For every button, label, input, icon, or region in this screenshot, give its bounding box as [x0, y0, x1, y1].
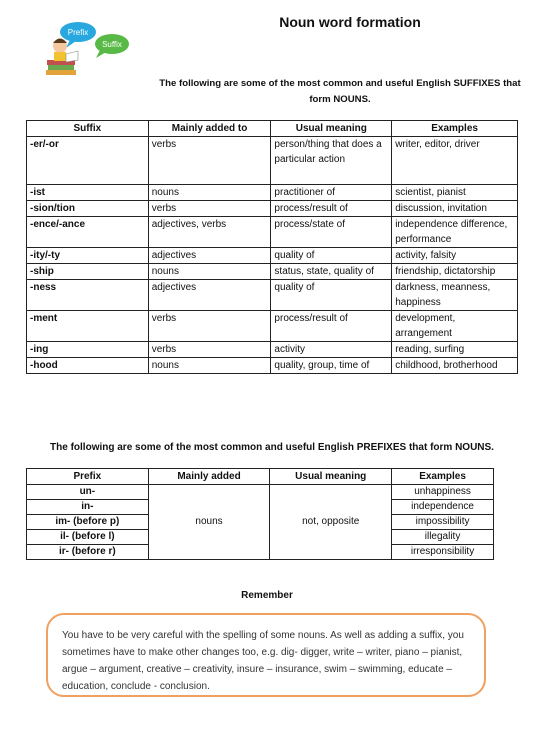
remember-note: You have to be very careful with the spelling of some nouns. As well as adding a suffix, you sometimes have to make other changes too, e.g. dig- digger, write – writer, piano – pianist, argue – argument, creative – creativity, insure – insurance, swim – swimming, educate – education, conclude - conclusion. — [46, 613, 486, 697]
prefix-table — [26, 468, 494, 560]
examples-cell: development, arrangement — [392, 311, 518, 342]
meaning-cell: process/state of — [271, 217, 392, 248]
column-header: Suffix — [27, 121, 149, 137]
meaning-cell: activity — [271, 342, 392, 358]
table-row — [27, 217, 518, 248]
meaning-cell: process/result of — [271, 201, 392, 217]
page-title: Noun word formation — [279, 14, 421, 30]
added-to-cell: nouns — [148, 358, 271, 374]
table-row — [27, 201, 518, 217]
added-to-cell: adjectives — [148, 248, 271, 264]
suffix-cell: -er/-or — [27, 137, 149, 185]
prefix-cell: in- — [27, 500, 149, 515]
suffix-cell: -ist — [27, 185, 149, 201]
prefix-cell: il- (before l) — [27, 530, 149, 545]
suffix-cell: -ness — [27, 280, 149, 311]
column-header: Examples — [392, 469, 494, 485]
added-to-cell: nouns — [148, 185, 271, 201]
suffix-cell: -ship — [27, 264, 149, 280]
added-to-cell: verbs — [148, 137, 271, 185]
table-row — [27, 311, 518, 342]
examples-cell: friendship, dictatorship — [392, 264, 518, 280]
table-header-row — [27, 121, 518, 137]
examples-cell: unhappiness — [392, 485, 494, 500]
added-to-cell: adjectives — [148, 280, 271, 311]
meaning-cell: quality, group, time of — [271, 358, 392, 374]
added-to-cell: nouns — [148, 264, 271, 280]
prefix-cell: ir- (before r) — [27, 545, 149, 560]
examples-cell: impossibility — [392, 515, 494, 530]
reading-child-illustration — [26, 18, 156, 80]
suffix-intro: The following are some of the most common and useful English SUFFIXES that form NOUNS. — [159, 78, 521, 105]
mainly-added-cell: nouns — [148, 485, 270, 560]
meaning-cell: status, state, quality of — [271, 264, 392, 280]
examples-cell: independence difference, performance — [392, 217, 518, 248]
examples-cell: darkness, meanness, happiness — [392, 280, 518, 311]
column-header: Usual meaning — [271, 121, 392, 137]
suffix-cell: -ence/-ance — [27, 217, 149, 248]
table-row — [27, 264, 518, 280]
table-row — [27, 185, 518, 201]
table-row — [27, 248, 518, 264]
meaning-cell: quality of — [271, 280, 392, 311]
column-header: Prefix — [27, 469, 149, 485]
usual-meaning-cell: not, opposite — [270, 485, 392, 560]
suffix-bubble — [95, 34, 129, 58]
meaning-cell: quality of — [271, 248, 392, 264]
examples-cell: scientist, pianist — [392, 185, 518, 201]
meaning-cell: person/thing that does a particular action — [271, 137, 392, 185]
suffix-table — [26, 120, 518, 374]
prefix-heading: The following are some of the most common and useful English PREFIXES that form NOUNS. — [50, 442, 494, 453]
suffix-cell: -ity/-ty — [27, 248, 149, 264]
examples-cell: childhood, brotherhood — [392, 358, 518, 374]
meaning-cell: practitioner of — [271, 185, 392, 201]
prefix-cell: un- — [27, 485, 149, 500]
examples-cell: writer, editor, driver — [392, 137, 518, 185]
prefix-cell: im- (before p) — [27, 515, 149, 530]
column-header: Examples — [392, 121, 518, 137]
suffix-cell: -ment — [27, 311, 149, 342]
table-row — [27, 485, 494, 500]
table-row — [27, 137, 518, 185]
examples-cell: irresponsibility — [392, 545, 494, 560]
table-row — [27, 342, 518, 358]
column-header: Mainly added to — [148, 121, 271, 137]
remember-title: Remember — [241, 590, 293, 601]
examples-cell: independence — [392, 500, 494, 515]
examples-cell: illegality — [392, 530, 494, 545]
table-row — [27, 280, 518, 311]
suffix-cell: -sion/tion — [27, 201, 149, 217]
examples-cell: activity, falsity — [392, 248, 518, 264]
suffix-cell: -ing — [27, 342, 149, 358]
added-to-cell: adjectives, verbs — [148, 217, 271, 248]
suffix-bubble-label: Suffix — [102, 40, 122, 49]
examples-cell: discussion, invitation — [392, 201, 518, 217]
added-to-cell: verbs — [148, 201, 271, 217]
added-to-cell: verbs — [148, 311, 271, 342]
table-header-row — [27, 469, 494, 485]
table-row — [27, 358, 518, 374]
column-header: Mainly added — [148, 469, 270, 485]
examples-cell: reading, surfing — [392, 342, 518, 358]
meaning-cell: process/result of — [271, 311, 392, 342]
prefix-bubble-label: Prefix — [67, 28, 89, 37]
column-header: Usual meaning — [270, 469, 392, 485]
added-to-cell: verbs — [148, 342, 271, 358]
suffix-cell: -hood — [27, 358, 149, 374]
